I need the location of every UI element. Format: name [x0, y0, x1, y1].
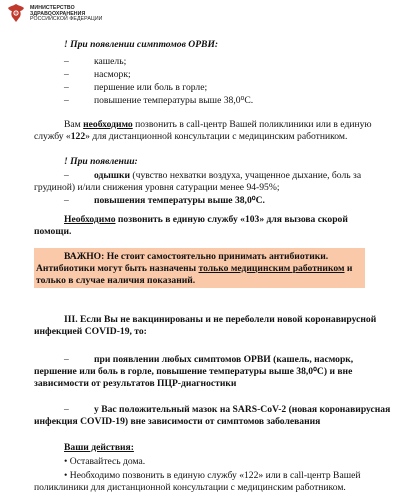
warning-pre: Антибиотики могут быть назначены [36, 263, 199, 274]
warning-line3: только в случае наличия показаний. [36, 275, 196, 286]
orvi-heading: ! При появлении симптомов ОРВИ: [64, 39, 219, 50]
actions-heading: Ваши действия: [64, 442, 134, 453]
onset-item-1: – одышки (чувство нехватки воздуха, учащенное дыхание, боль за [64, 170, 362, 181]
callcenter-post: позвонить в call-центр Вашей поликлиники или в единую [132, 119, 372, 130]
section-iii-line2: инфекцией COVID-19, то: [34, 326, 147, 337]
section-iii-item2-line1: – у Вас положительный мазок на SARS-CoV-2 (новая коронавирусная [64, 404, 391, 415]
callcenter-post2: » для дистанционной консультации с медицинским работником. [85, 131, 348, 142]
onset-item-rest: (чувство нехватки воздуха, учащенное дыхание, боль за [130, 170, 362, 181]
section-iii-item1-line1: – при появлении любых симптомов ОРВИ (кашель, насморк, [64, 354, 354, 365]
callcenter-pre2: службу « [34, 131, 71, 142]
bullet-icon: • [64, 456, 70, 467]
section-iii-item2-line2: инфекция COVID-19) вне зависимости от симптомов заболевания [34, 416, 321, 427]
callcenter-emphasis: необходимо [83, 119, 133, 130]
orvi-item-1: – кашель; [64, 56, 127, 67]
call-103-line2: помощи. [34, 226, 72, 237]
onset-item-text: повышения температуры выше 38,0⁰С. [94, 195, 265, 206]
section-iii-line1: III. Если Вы не вакцинированы и не переболели новой коронавирусной [64, 314, 377, 325]
warning-underlined: только медицинским работником [198, 263, 345, 274]
ministry-line2: ЗДРАВООХРАНЕНИЯ [30, 10, 86, 17]
orvi-item-text: кашель; [94, 56, 127, 67]
call-103-rest: позвонить в единую службу «103» для вызова скорой [115, 214, 348, 225]
item-text: при появлении любых симптомов ОРВИ (кашель, насморк, [94, 354, 354, 365]
orvi-item-4: – повышение температуры выше 38,0⁰С. [64, 95, 254, 106]
action-text: Оставайтесь дома. [69, 456, 146, 467]
ministry-name [30, 6, 103, 23]
orvi-item-text: повышение температуры выше 38,0⁰С. [94, 95, 254, 106]
action-text: Необходимо позвонить в единую службу «122» или в call-центр Вашей [69, 470, 361, 481]
callcenter-pre: Вам [64, 119, 84, 130]
orvi-item-3: – першение или боль в горле; [64, 82, 208, 93]
call-103-emphasis: Необходимо [64, 214, 116, 225]
call-103-line1 [64, 214, 348, 225]
warning-post: и [344, 263, 353, 274]
callcenter-line2 [34, 131, 347, 142]
action-bullet-2 [64, 470, 361, 481]
warning-line2 [36, 263, 352, 274]
action-bullet-2-line2: поликлиники для дистанционной консультации с медицинским работником. [34, 482, 346, 493]
ministry-line3: РОССИЙСКОЙ ФЕДЕРАЦИИ [30, 16, 103, 23]
bullet-icon: • [64, 470, 70, 481]
ministry-emblem-icon [6, 2, 26, 24]
service-number-122: 122 [70, 131, 86, 142]
onset-heading: ! При появлении: [64, 156, 138, 167]
orvi-item-2: – насморк; [64, 69, 131, 80]
onset-item-2: – повышения температуры выше 38,0⁰С. [64, 195, 265, 206]
section-iii-item1-line2: першение или боль в горле, повышение температуры выше 38,0⁰С) и вне [34, 366, 353, 377]
onset-item-1-line2: грудиной) и/или снижения уровня сатурации менее 94-95%; [34, 182, 280, 193]
orvi-item-text: насморк; [94, 69, 131, 80]
ministry-line1: МИНИСТЕРСТВО [30, 5, 75, 11]
antibiotics-warning-box [34, 248, 365, 288]
item-text: у Вас положительный мазок на SARS-CoV-2 (новая коронавирусная [94, 404, 391, 415]
section-iii-item1-line3: зависимости от результатов ПЦР-диагностики [34, 378, 237, 389]
warning-line1: ВАЖНО: Не стоит самостоятельно принимать антибиотики. [64, 251, 329, 262]
onset-item-bold: одышки [94, 170, 131, 181]
action-bullet-1 [64, 456, 145, 467]
orvi-item-text: першение или боль в горле; [94, 82, 208, 93]
callcenter-line1 [64, 119, 372, 130]
